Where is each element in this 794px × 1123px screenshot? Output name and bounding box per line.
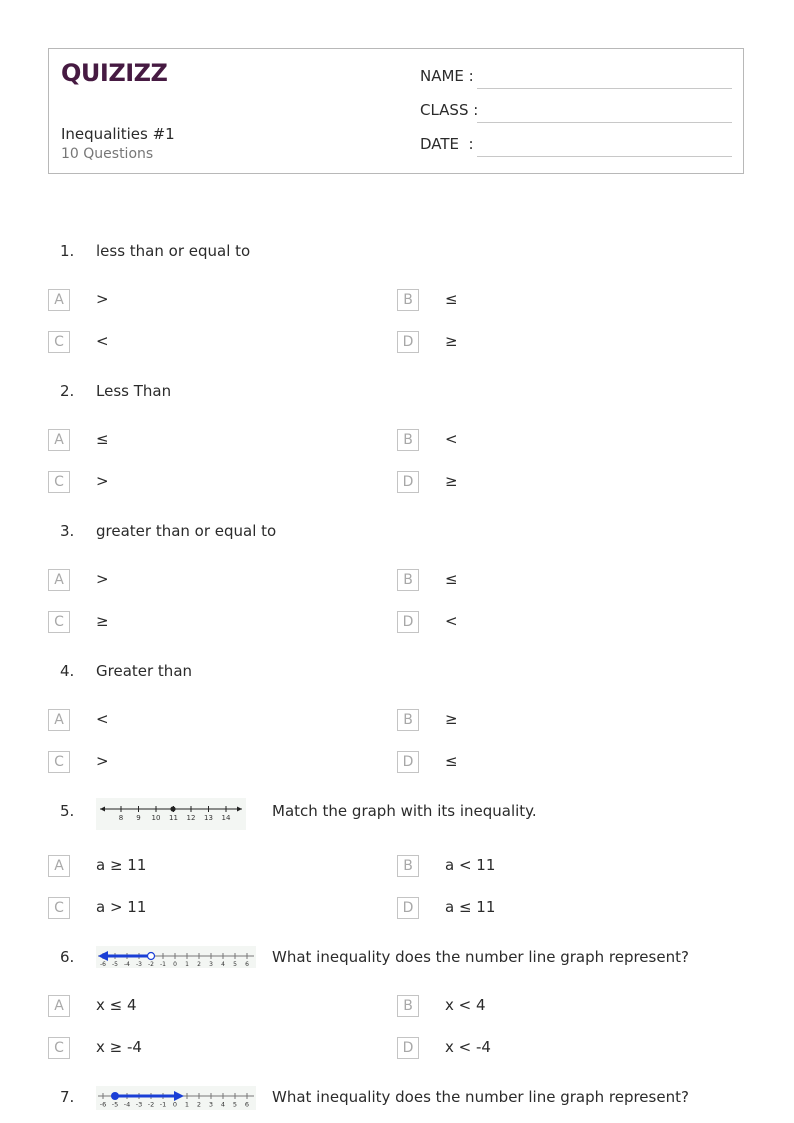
option-letter-box: B [397, 569, 419, 591]
option-text: a ≥ 11 [96, 856, 147, 874]
question-number: 5. [60, 802, 75, 820]
option-letter-box: C [48, 611, 70, 633]
tick-label: -5 [112, 961, 118, 968]
tick-label: -6 [99, 1100, 107, 1109]
option-text: ≤ [445, 290, 458, 308]
option-text: > [96, 752, 109, 770]
date-field[interactable] [420, 135, 732, 157]
option-letter-box: B [397, 855, 419, 877]
option-text: < [96, 710, 109, 728]
tick-label: -4 [123, 1100, 131, 1109]
option-letter-box: D [397, 1037, 419, 1059]
option-text: > [96, 472, 109, 490]
question-text: Less Than [96, 382, 172, 400]
option-letter-box: D [397, 897, 419, 919]
closed-point [111, 1092, 119, 1100]
option-letter-box: D [397, 331, 419, 353]
option-letter-box: B [397, 709, 419, 731]
name-field[interactable] [420, 67, 732, 89]
option-text: < [96, 332, 109, 350]
option-letter-box: D [397, 751, 419, 773]
tick-label: -5 [111, 1100, 119, 1109]
tick-label: 6 [245, 961, 249, 968]
tick-label: -6 [100, 961, 106, 968]
option-text: ≤ [96, 430, 109, 448]
number-line-graph-q6 [96, 946, 256, 968]
class-line[interactable] [477, 122, 732, 123]
option-text: ≥ [445, 710, 458, 728]
option-text: ≤ [445, 752, 458, 770]
option-text: ≥ [445, 332, 458, 350]
tick-label: 14 [221, 814, 231, 822]
option-letter-box: D [397, 611, 419, 633]
tick-label: 5 [233, 961, 237, 968]
tick-label: 10 [151, 814, 161, 822]
tick-label: 3 [208, 1100, 214, 1109]
tick-label: 0 [172, 1100, 178, 1109]
question-text: Greater than [96, 662, 193, 680]
tick-label: -2 [147, 1100, 155, 1109]
quizizz-logo: QUIZIZZ [61, 59, 168, 87]
option-text: < [445, 430, 458, 448]
option-letter-box: D [397, 471, 419, 493]
option-letter-box: B [397, 429, 419, 451]
worksheet-title: Inequalities #1 [61, 125, 175, 143]
number-line-graph-q5 [96, 798, 246, 830]
option-letter-box: A [48, 855, 70, 877]
option-letter-box: B [397, 995, 419, 1017]
tick-label: 12 [186, 814, 196, 822]
tick-label: 5 [232, 1100, 238, 1109]
open-point [148, 953, 155, 960]
question-text: Match the graph with its inequality. [272, 802, 537, 820]
option-letter-box: C [48, 331, 70, 353]
tick-label: -4 [124, 961, 130, 968]
option-letter-box: C [48, 751, 70, 773]
tick-label: 11 [169, 814, 178, 822]
option-letter-box: A [48, 429, 70, 451]
tick-label: -3 [135, 1100, 143, 1109]
question-number: 7. [60, 1088, 75, 1106]
question-text: less than or equal to [96, 242, 251, 260]
question-text: What inequality does the number line graph represent? [272, 948, 689, 966]
closed-point [170, 806, 175, 811]
option-letter-box: C [48, 897, 70, 919]
option-text: a ≤ 11 [445, 898, 496, 916]
option-letter-box: A [48, 569, 70, 591]
option-text: x < 4 [445, 996, 486, 1014]
class-field[interactable] [420, 101, 732, 123]
tick-label: 6 [244, 1100, 250, 1109]
tick-label: -2 [148, 961, 154, 968]
question-number: 4. [60, 662, 75, 680]
question-text: What inequality does the number line graph represent? [272, 1088, 689, 1106]
date-label: DATE : [420, 135, 474, 153]
option-letter-box: A [48, 995, 70, 1017]
question-number: 1. [60, 242, 75, 260]
option-letter-box: A [48, 289, 70, 311]
option-text: x ≤ 4 [96, 996, 137, 1014]
option-text: x < -4 [445, 1038, 491, 1056]
question-text: greater than or equal to [96, 522, 277, 540]
option-text: ≤ [445, 570, 458, 588]
option-letter-box: C [48, 471, 70, 493]
option-text: x ≥ -4 [96, 1038, 142, 1056]
tick-label: -3 [136, 961, 142, 968]
worksheet-header [48, 48, 744, 174]
name-label: NAME : [420, 67, 474, 85]
option-text: ≥ [96, 612, 109, 630]
option-letter-box: A [48, 709, 70, 731]
tick-label: 13 [204, 814, 213, 822]
option-text: > [96, 290, 109, 308]
option-letter-box: B [397, 289, 419, 311]
option-text: < [445, 612, 458, 630]
question-number: 3. [60, 522, 75, 540]
option-text: ≥ [445, 472, 458, 490]
class-label: CLASS : [420, 101, 479, 119]
tick-label: 4 [220, 1100, 226, 1109]
date-line[interactable] [477, 156, 732, 157]
tick-label: -1 [159, 1100, 167, 1109]
question-number: 6. [60, 948, 75, 966]
tick-label: 9 [136, 814, 141, 822]
tick-label: 3 [209, 961, 213, 968]
option-letter-box: C [48, 1037, 70, 1059]
tick-label: 2 [197, 961, 201, 968]
name-line[interactable] [477, 88, 732, 89]
question-number: 2. [60, 382, 75, 400]
tick-label: 8 [118, 814, 124, 822]
tick-label: 4 [221, 961, 225, 968]
tick-label: 1 [185, 961, 189, 968]
tick-label: 0 [173, 961, 177, 968]
tick-label: 2 [196, 1100, 202, 1109]
option-text: a < 11 [445, 856, 496, 874]
question-count: 10 Questions [61, 146, 154, 162]
option-text: > [96, 570, 109, 588]
option-text: a > 11 [96, 898, 147, 916]
tick-label: 1 [184, 1100, 190, 1109]
tick-label: -1 [160, 961, 166, 968]
number-line-graph-q7 [96, 1086, 256, 1110]
